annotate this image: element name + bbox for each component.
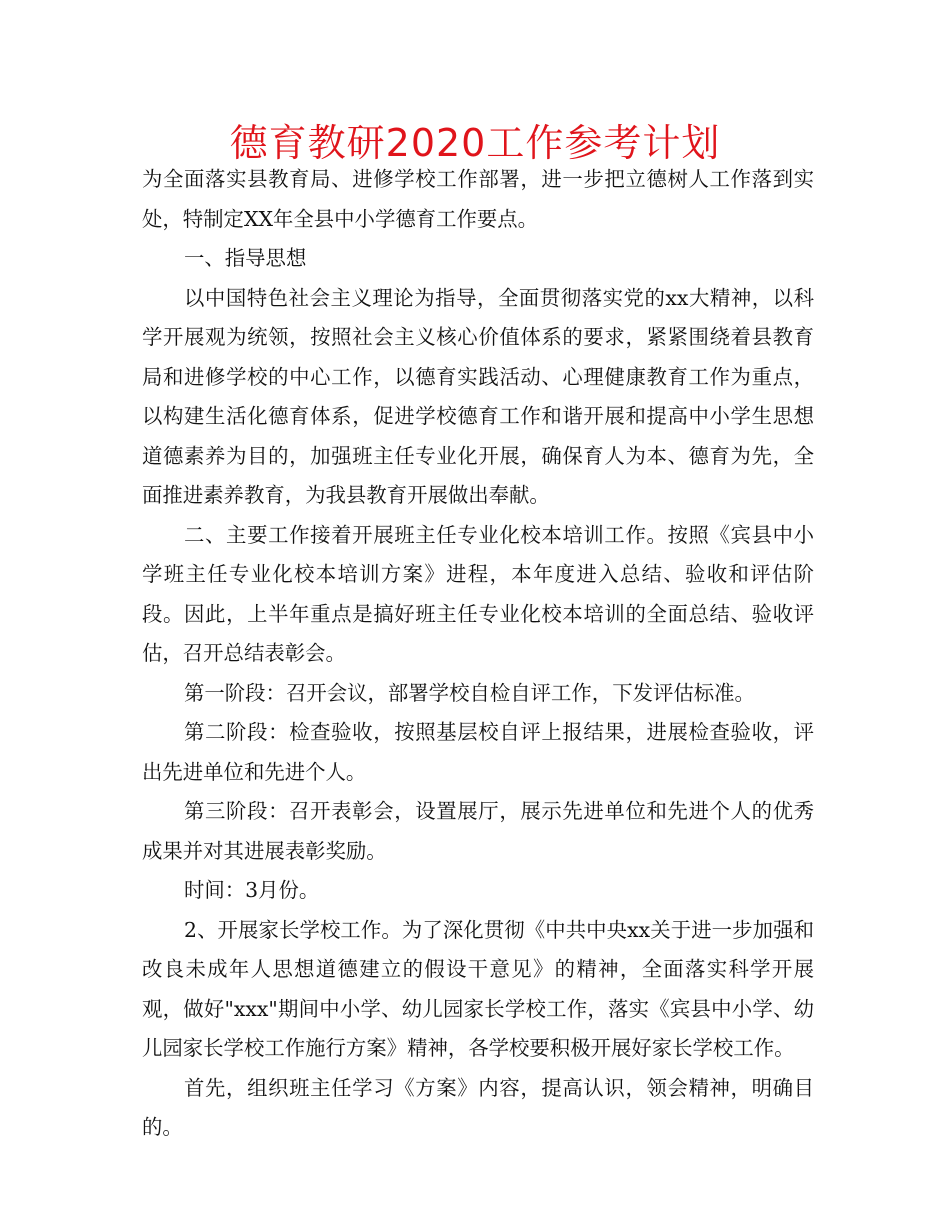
- page-title: 德育教研2020工作参考计划: [229, 121, 721, 165]
- paragraph-main-work: 二、主要工作接着开展班主任专业化校本培训工作。按照《宾县中小学班主任专业化校本培训方案》进程，本年度进入总结、验收和评估阶段。因此，上半年重点是搞好班主任专业化校本培训的全面总结、验收评估，召开总结表彰会。: [142, 522, 814, 665]
- paragraph-first-step: 首先，组织班主任学习《方案》内容，提高认识，领会精神，明确目的。: [142, 1075, 814, 1139]
- paragraph-parent-school: 2、开展家长学校工作。为了深化贯彻《中共中央xx关于进一步加强和改良未成年人思想道德建立的假设干意见》的精神，全面落实科学开展观，做好"xxx"期间中小学、幼儿园家长学校工作，落实《宾县中小学、幼儿园家长学校工作施行方案》精神，各学校要积极开展好家长学校工作。: [142, 917, 814, 1060]
- paragraph-stage-one: 第一阶段：召开会议，部署学校自检自评工作，下发评估标准。: [184, 680, 755, 705]
- document-body: [142, 160, 814, 1148]
- paragraph-guiding-ideology: 以中国特色社会主义理论为指导，全面贯彻落实党的xx大精神，以科学开展观为统领，按照社会主义核心价值体系的要求，紧紧围绕着县教育局和进修学校的中心工作，以德育实践活动、心理健康教育工作为重点，以构建生活化德育体系，促进学校德育工作和谐开展和提高中小学生思想道德素养为目的，加强班主任专业化开展，确保育人为本、德育为先，全面推进素养教育，为我县教育开展做出奉献。: [142, 285, 814, 507]
- paragraph-stage-three: 第三阶段：召开表彰会，设置展厅，展示先进单位和先进个人的优秀成果并对其进展表彰奖励。: [142, 799, 814, 863]
- paragraph-intro: 为全面落实县教育局、进修学校工作部署，进一步把立德树人工作落到实处，特制定XX年全县中小学德育工作要点。: [142, 167, 814, 231]
- paragraph-stage-two: 第二阶段：检查验收，按照基层校自评上报结果，进展检查验收，评出先进单位和先进个人。: [142, 720, 814, 784]
- section-heading-guiding-ideology: 一、指导思想: [184, 246, 307, 270]
- paragraph-time: 时间：3月份。: [184, 878, 320, 902]
